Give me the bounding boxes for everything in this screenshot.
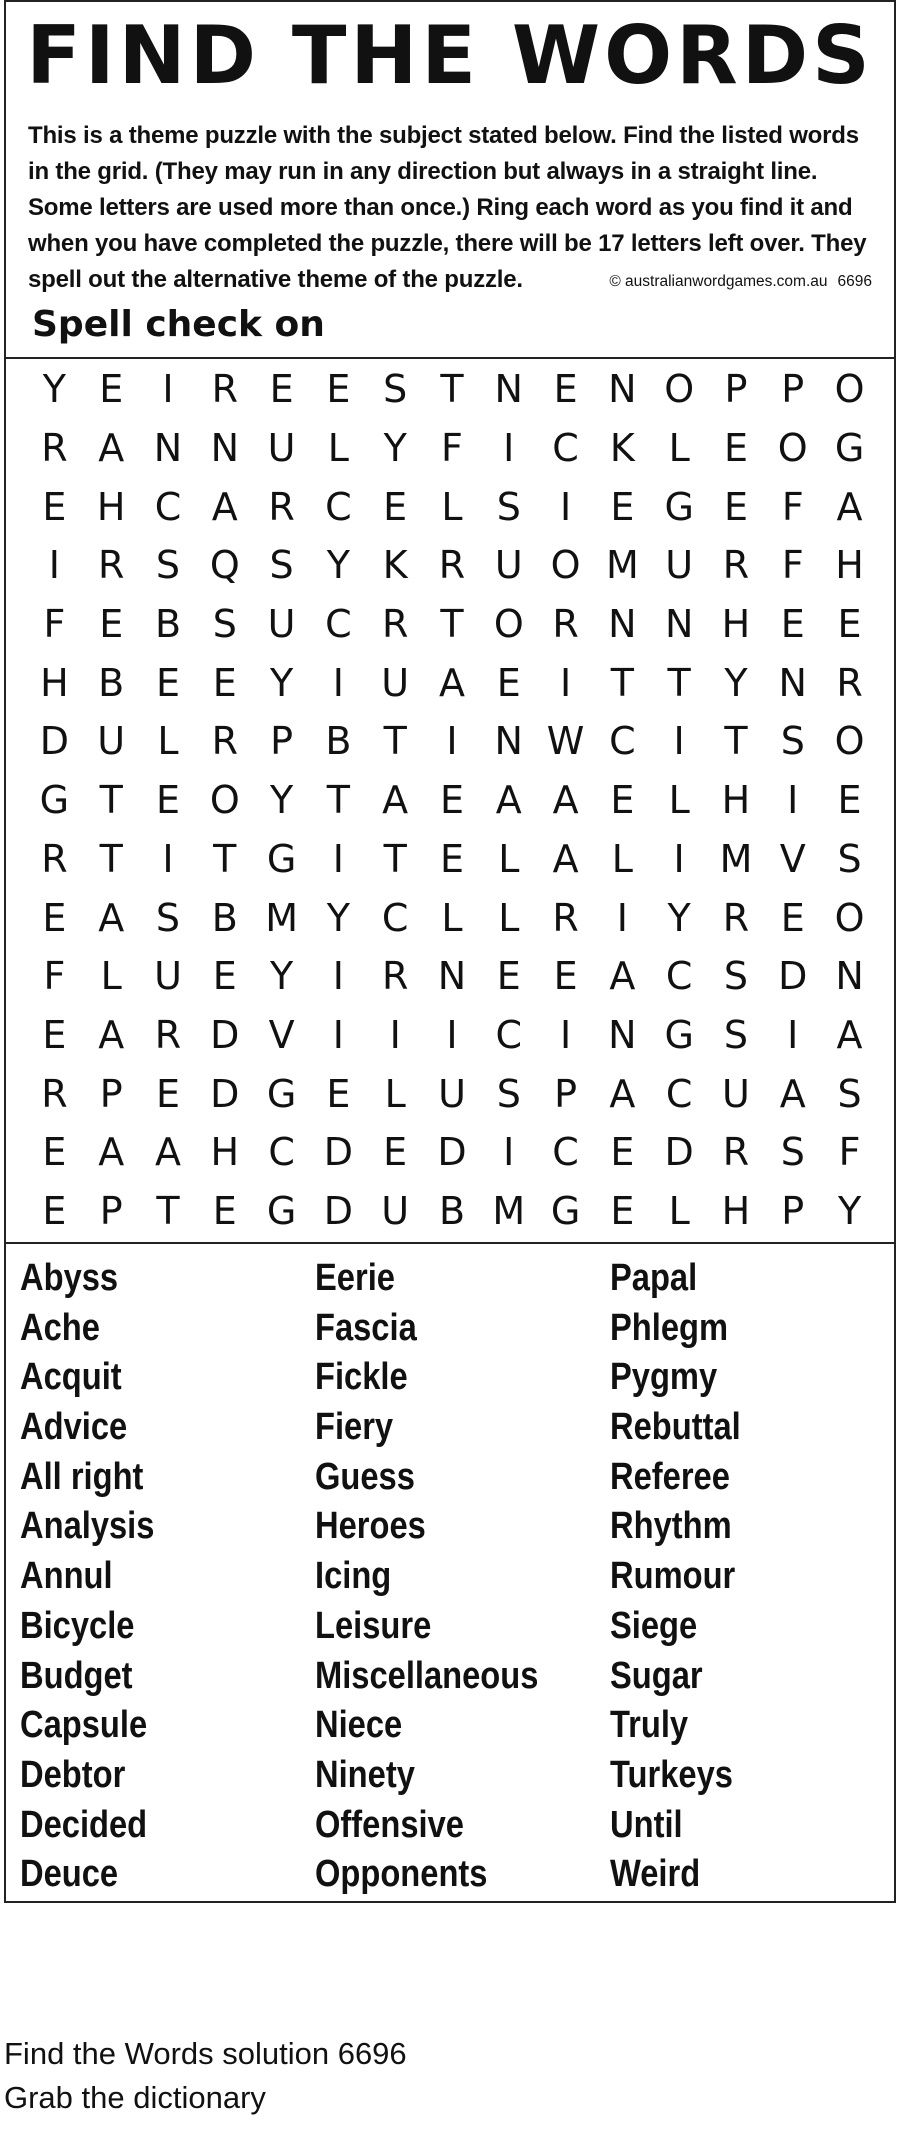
grid-cell[interactable]: S — [496, 484, 521, 529]
word-list-item: Guess — [315, 1455, 415, 1498]
word-list-item: Decided — [20, 1803, 148, 1846]
grid-cell[interactable]: S — [155, 895, 181, 940]
grid-cell[interactable]: N — [437, 954, 467, 999]
grid-cell[interactable]: E — [439, 836, 464, 881]
grid-cell[interactable]: I — [162, 836, 174, 881]
grid-cell[interactable]: P — [99, 1071, 123, 1116]
grid-cell[interactable]: N — [153, 426, 183, 471]
grid-row — [26, 653, 878, 712]
grid-cell[interactable]: G — [39, 778, 70, 823]
grid-cell[interactable]: R — [154, 1012, 182, 1057]
grid-cell[interactable]: R — [381, 602, 409, 647]
grid-cell[interactable]: U — [438, 1071, 466, 1116]
grid-cell[interactable]: B — [325, 719, 352, 764]
grid-cell[interactable]: E — [383, 484, 408, 529]
word-list-item: Icing — [315, 1555, 392, 1598]
grid-cell[interactable]: E — [42, 1188, 67, 1233]
grid-cell[interactable]: L — [441, 484, 463, 529]
grid-cell[interactable]: E — [155, 660, 180, 705]
grid-cell[interactable]: U — [665, 543, 694, 588]
grid-cell[interactable]: R — [722, 895, 750, 940]
grid-row — [26, 536, 878, 595]
grid-cell[interactable]: S — [780, 719, 805, 764]
grid-cell[interactable]: L — [611, 836, 633, 881]
word-list-item: Phlegm — [610, 1306, 729, 1349]
grid-cell[interactable]: F — [781, 484, 804, 529]
grid-cell[interactable]: B — [211, 895, 238, 940]
puzzle-title: FIND THE WORDS — [26, 9, 874, 102]
grid-cell[interactable]: R — [41, 836, 68, 881]
word-list-item: Siege — [610, 1604, 698, 1647]
grid-cell[interactable]: U — [97, 719, 126, 764]
grid-cell[interactable]: B — [154, 602, 182, 647]
grid-cell[interactable]: A — [438, 660, 465, 705]
grid-cell[interactable]: R — [438, 543, 466, 588]
word-list-item: Until — [610, 1803, 683, 1846]
grid-cell[interactable]: T — [440, 602, 464, 647]
grid-cell[interactable]: G — [664, 484, 694, 529]
grid-cell[interactable]: Y — [724, 660, 748, 705]
grid-cell[interactable]: L — [327, 426, 349, 471]
word-list-item: Miscellaneous — [315, 1654, 539, 1697]
grid-cell[interactable]: Y — [837, 1188, 862, 1233]
grid-cell[interactable]: H — [210, 1130, 240, 1175]
grid-row — [26, 830, 878, 889]
grid-cell[interactable]: V — [268, 1012, 295, 1057]
grid-cell[interactable]: N — [778, 660, 807, 705]
grid-cell[interactable]: A — [154, 1130, 181, 1175]
grid-cell[interactable]: T — [156, 1188, 180, 1233]
grid-cell[interactable]: N — [210, 426, 239, 471]
grid-cell[interactable]: E — [723, 426, 748, 471]
grid-cell[interactable]: D — [210, 1012, 240, 1057]
grid-cell[interactable]: E — [780, 895, 805, 940]
grid-cell[interactable]: T — [667, 660, 691, 705]
grid-cell[interactable]: C — [552, 1130, 579, 1175]
grid-cell[interactable]: C — [325, 484, 352, 529]
grid-cell[interactable]: C — [552, 426, 579, 471]
word-list-item: Ache — [20, 1306, 100, 1349]
word-list-item: Niece — [315, 1704, 403, 1747]
grid-cell[interactable]: T — [383, 719, 407, 764]
grid-cell[interactable]: I — [673, 836, 685, 881]
word-list-item: Acquit — [20, 1356, 122, 1399]
grid-cell[interactable]: P — [781, 367, 805, 412]
grid-cell[interactable]: E — [42, 1012, 67, 1057]
word-list-item: Referee — [610, 1455, 730, 1498]
grid-cell[interactable]: D — [664, 1130, 694, 1175]
grid-cell[interactable]: P — [270, 719, 294, 764]
grid-cell[interactable]: R — [836, 660, 863, 705]
grid-cell[interactable]: Y — [326, 543, 350, 588]
grid-cell[interactable]: A — [836, 1012, 863, 1057]
grid-cell[interactable]: G — [266, 836, 297, 881]
solution-heading: Find the Words solution 6696 — [4, 2036, 407, 2071]
grid-cell[interactable]: I — [559, 1012, 572, 1057]
word-list-item: Fiery — [315, 1406, 394, 1449]
grid-cell[interactable]: E — [212, 954, 237, 999]
grid-row — [26, 595, 878, 654]
grid-cell[interactable]: E — [553, 954, 578, 999]
grid-cell[interactable]: K — [382, 543, 408, 588]
grid-cell[interactable]: I — [446, 1012, 458, 1057]
grid-cell[interactable]: B — [98, 660, 125, 705]
grid-cell[interactable]: A — [98, 426, 125, 471]
grid-cell[interactable]: O — [550, 543, 581, 588]
grid-cell[interactable]: D — [210, 1071, 240, 1116]
grid-cell[interactable]: G — [834, 426, 865, 471]
grid-cell[interactable]: A — [552, 778, 579, 823]
grid-cell[interactable]: I — [616, 895, 628, 940]
puzzle-theme: Spell check on — [32, 304, 325, 345]
grid-cell[interactable]: L — [441, 895, 463, 940]
grid-cell[interactable]: S — [155, 543, 181, 588]
word-list-item: Heroes — [315, 1505, 426, 1548]
grid-cell[interactable]: E — [723, 484, 748, 529]
grid-cell[interactable]: E — [837, 602, 862, 647]
grid-cell[interactable]: U — [154, 954, 182, 999]
grid-row — [26, 1006, 878, 1065]
grid-cell[interactable]: I — [559, 660, 572, 705]
word-list-item: Fickle — [315, 1356, 408, 1399]
grid-cell[interactable]: S — [496, 1071, 521, 1116]
word-list-item: Eerie — [315, 1257, 395, 1299]
grid-cell[interactable]: E — [780, 602, 805, 647]
grid-row — [26, 477, 878, 536]
grid-cell[interactable]: R — [211, 719, 238, 764]
grid-cell[interactable]: R — [268, 484, 295, 529]
grid-cell[interactable]: S — [723, 954, 749, 999]
grid-cell[interactable]: U — [381, 1188, 410, 1233]
word-list-item: Budget — [20, 1654, 133, 1697]
grid-cell[interactable]: G — [664, 1012, 694, 1057]
word-list-item: Papal — [610, 1257, 698, 1299]
grid-cell[interactable]: Y — [269, 660, 294, 705]
grid-cell[interactable]: F — [838, 1130, 861, 1175]
grid-cell[interactable]: W — [546, 719, 585, 764]
grid-cell[interactable]: M — [605, 543, 639, 588]
grid-cell[interactable]: D — [323, 1130, 354, 1175]
grid-cell[interactable]: A — [609, 1071, 636, 1116]
grid-cell[interactable]: I — [787, 778, 799, 823]
grid-cell[interactable]: I — [48, 543, 60, 588]
solution-block — [4, 2032, 407, 2120]
credit-source: © australianwordgames.com.au — [609, 273, 828, 290]
grid-cell[interactable]: O — [777, 426, 808, 471]
grid-cell[interactable]: T — [326, 778, 350, 823]
grid-cell[interactable]: E — [42, 1130, 67, 1175]
grid-cell[interactable]: N — [494, 719, 523, 764]
grid-cell[interactable]: K — [609, 426, 635, 471]
grid-cell[interactable]: T — [724, 719, 748, 764]
grid-cell[interactable]: I — [503, 1130, 515, 1175]
grid-cell[interactable]: O — [209, 778, 240, 823]
grid-cell[interactable]: I — [559, 484, 572, 529]
grid-cell[interactable]: P — [99, 1188, 123, 1233]
grid-cell[interactable]: V — [779, 836, 806, 881]
grid-cell[interactable]: T — [99, 778, 123, 823]
grid-cell[interactable]: P — [554, 1071, 578, 1116]
grid-cell[interactable]: Q — [209, 543, 240, 588]
word-list-item: Pygmy — [610, 1356, 718, 1399]
grid-cell[interactable]: N — [608, 602, 637, 647]
grid-cell[interactable]: N — [608, 1012, 637, 1057]
grid-cell[interactable]: E — [496, 954, 521, 999]
grid-cell[interactable]: E — [610, 778, 635, 823]
grid-cell[interactable]: A — [98, 895, 125, 940]
word-list-item: Turkeys — [610, 1753, 733, 1796]
grid-cell[interactable]: N — [608, 367, 637, 412]
word-list-item: Rumour — [610, 1555, 736, 1598]
grid-row — [26, 1182, 878, 1241]
grid-cell[interactable]: L — [384, 1071, 406, 1116]
grid-cell[interactable]: T — [213, 836, 237, 881]
grid-cell[interactable]: R — [381, 954, 409, 999]
word-list-item: Rebuttal — [610, 1406, 741, 1449]
grid-cell[interactable]: I — [332, 660, 344, 705]
grid-cell[interactable]: C — [154, 484, 182, 529]
grid-cell[interactable]: Y — [269, 954, 294, 999]
grid-cell[interactable]: H — [721, 1188, 751, 1233]
grid-cell[interactable]: R — [552, 895, 579, 940]
grid-row — [26, 712, 878, 771]
grid-cell[interactable]: E — [383, 1130, 408, 1175]
grid-row — [26, 947, 878, 1006]
grid-cell[interactable]: E — [496, 660, 521, 705]
grid-cell[interactable]: F — [43, 954, 66, 999]
grid-cell[interactable]: T — [383, 836, 407, 881]
grid-cell[interactable]: F — [781, 543, 804, 588]
puzzle-panel — [4, 0, 896, 1903]
word-list-item: Sugar — [610, 1654, 703, 1697]
grid-cell[interactable]: G — [266, 1188, 297, 1233]
grid-cell[interactable]: T — [99, 836, 123, 881]
grid-cell[interactable]: O — [664, 367, 695, 412]
grid-cell[interactable]: A — [836, 484, 863, 529]
grid-cell[interactable]: S — [780, 1130, 805, 1175]
grid-cell[interactable]: M — [265, 895, 298, 940]
grid-cell[interactable]: A — [211, 484, 238, 529]
grid-cell[interactable]: I — [332, 1012, 344, 1057]
grid-cell[interactable]: S — [837, 836, 862, 881]
word-list-item: Fascia — [315, 1306, 417, 1349]
grid-cell[interactable]: B — [438, 1188, 466, 1233]
word-list-item: Weird — [610, 1853, 701, 1896]
word-list — [6, 1242, 894, 1901]
word-list-item: Capsule — [20, 1704, 148, 1747]
puzzle-instructions: This is a theme puzzle with the subject stated below. Find the listed words in the grid. (They may run in any direction but always in a straight line. Some letters are used more than once.) Ring each word as you find it and when you have completed the puzzle, there will be 17 letters left over. They spell out the alternative theme of the puzzle. — [28, 122, 867, 293]
grid-cell[interactable]: I — [446, 719, 458, 764]
grid-cell[interactable]: A — [98, 1130, 125, 1175]
grid-cell[interactable]: S — [837, 1071, 862, 1116]
grid-row — [26, 419, 878, 478]
grid-cell[interactable]: P — [724, 367, 748, 412]
grid-cell[interactable]: E — [155, 1071, 180, 1116]
grid-row — [26, 360, 878, 419]
grid-cell[interactable]: E — [553, 367, 578, 412]
grid-cell[interactable]: E — [269, 367, 294, 412]
grid-cell[interactable]: E — [42, 484, 67, 529]
grid-cell[interactable]: R — [41, 426, 68, 471]
grid-cell[interactable]: E — [439, 778, 464, 823]
grid-cell[interactable]: E — [99, 367, 124, 412]
puzzle-header — [6, 2, 894, 359]
grid-cell[interactable]: L — [668, 426, 690, 471]
grid-cell[interactable]: H — [721, 602, 751, 647]
grid-cell[interactable]: C — [665, 1071, 693, 1116]
grid-cell[interactable]: M — [492, 1188, 526, 1233]
grid-cell[interactable]: A — [779, 1071, 806, 1116]
grid-cell[interactable]: S — [212, 602, 237, 647]
grid-cell[interactable]: I — [787, 1012, 799, 1057]
grid-cell[interactable]: F — [43, 602, 66, 647]
grid-cell[interactable]: O — [834, 719, 865, 764]
grid-cell[interactable]: D — [39, 719, 70, 764]
grid-cell[interactable]: L — [498, 836, 520, 881]
grid-cell[interactable]: S — [383, 367, 408, 412]
grid-cell[interactable]: G — [266, 1071, 297, 1116]
grid-cell[interactable]: E — [837, 778, 862, 823]
grid-cell[interactable]: H — [40, 660, 69, 705]
grid-cell[interactable]: O — [834, 367, 865, 412]
grid-cell[interactable]: U — [722, 1071, 750, 1116]
grid-cell[interactable]: R — [722, 1130, 750, 1175]
grid-cell[interactable]: L — [498, 895, 520, 940]
grid-cell[interactable]: D — [437, 1130, 467, 1175]
grid-cell[interactable]: S — [269, 543, 294, 588]
word-list-item: Annul — [20, 1555, 113, 1598]
word-column-2 — [315, 1254, 605, 1900]
grid-cell[interactable]: N — [835, 954, 864, 999]
grid-cell[interactable]: U — [267, 426, 296, 471]
grid-cell[interactable]: Y — [42, 367, 66, 412]
grid-cell[interactable]: D — [323, 1188, 354, 1233]
grid-cell[interactable]: R — [41, 1071, 68, 1116]
grid-cell[interactable]: A — [495, 778, 522, 823]
grid-cell[interactable]: Y — [667, 895, 691, 940]
grid-cell[interactable]: Y — [269, 778, 294, 823]
grid-cell[interactable]: E — [610, 484, 635, 529]
grid-cell[interactable]: R — [552, 602, 579, 647]
word-list-item: Ninety — [315, 1753, 415, 1796]
word-list-item: Deuce — [20, 1853, 119, 1896]
grid-cell[interactable]: L — [100, 954, 122, 999]
word-list-item: Bicycle — [20, 1604, 135, 1647]
grid-cell[interactable]: C — [381, 895, 409, 940]
grid-cell[interactable]: R — [211, 367, 238, 412]
word-list-item: Leisure — [315, 1604, 432, 1647]
grid-cell[interactable]: N — [664, 602, 694, 647]
word-list-item: Opponents — [315, 1853, 488, 1896]
grid-cell[interactable]: I — [503, 426, 515, 471]
grid-cell[interactable]: E — [155, 778, 180, 823]
grid-cell[interactable]: H — [721, 778, 751, 823]
grid-cell[interactable]: E — [212, 660, 237, 705]
word-list-item: Rhythm — [610, 1505, 732, 1548]
grid-cell[interactable]: G — [550, 1188, 581, 1233]
grid-row — [26, 771, 878, 830]
word-list-item: Analysis — [20, 1505, 155, 1548]
word-list-item: Advice — [20, 1406, 128, 1449]
word-list-item: Offensive — [315, 1803, 464, 1846]
grid-cell[interactable]: Y — [383, 426, 407, 471]
grid-cell[interactable]: C — [665, 954, 693, 999]
grid-cell[interactable]: H — [835, 543, 864, 588]
grid-cell[interactable]: L — [668, 1188, 690, 1233]
grid-cell[interactable]: D — [778, 954, 808, 999]
grid-cell[interactable]: H — [96, 484, 126, 529]
word-column-1 — [20, 1254, 310, 1900]
grid-cell[interactable]: P — [781, 1188, 805, 1233]
grid-cell[interactable]: E — [326, 367, 351, 412]
word-list-item: All right — [20, 1455, 144, 1498]
grid-cell[interactable]: L — [157, 719, 179, 764]
grid-cell[interactable]: C — [325, 602, 352, 647]
grid-row — [26, 1123, 878, 1182]
grid-cell[interactable]: A — [609, 954, 636, 999]
grid-cell[interactable]: R — [97, 543, 125, 588]
grid-cell[interactable]: A — [382, 778, 409, 823]
grid-cell[interactable]: O — [493, 602, 524, 647]
grid-cell[interactable]: C — [495, 1012, 523, 1057]
grid-cell[interactable]: O — [834, 895, 865, 940]
word-list-item: Abyss — [20, 1257, 119, 1299]
grid-cell[interactable]: I — [673, 719, 685, 764]
grid-row — [26, 1064, 878, 1123]
grid-cell[interactable]: T — [440, 367, 464, 412]
grid-cell[interactable]: E — [610, 1130, 635, 1175]
grid-cell[interactable]: U — [267, 602, 296, 647]
word-column-3 — [610, 1254, 900, 1900]
grid-row — [26, 888, 878, 947]
grid-cell[interactable]: E — [326, 1071, 351, 1116]
grid-cell[interactable]: I — [332, 836, 344, 881]
grid-cell[interactable]: E — [99, 602, 124, 647]
credit-line — [599, 273, 872, 291]
word-list-item: Truly — [610, 1704, 689, 1747]
solution-answer: Grab the dictionary — [4, 2080, 266, 2115]
grid-cell[interactable]: E — [610, 1188, 635, 1233]
grid-cell[interactable]: T — [610, 660, 634, 705]
grid-cell[interactable]: U — [494, 543, 523, 588]
word-list-item: Debtor — [20, 1753, 126, 1796]
grid-cell[interactable]: N — [494, 367, 523, 412]
grid-cell[interactable]: Y — [326, 895, 350, 940]
grid-cell[interactable]: L — [668, 778, 690, 823]
grid-cell[interactable]: C — [268, 1130, 295, 1175]
grid-cell[interactable]: U — [381, 660, 410, 705]
grid-cell[interactable]: I — [389, 1012, 401, 1057]
grid-cell[interactable]: S — [723, 1012, 749, 1057]
grid-cell[interactable]: I — [162, 367, 174, 412]
grid-cell[interactable]: A — [552, 836, 579, 881]
grid-cell[interactable]: I — [332, 954, 344, 999]
grid-cell[interactable]: F — [441, 426, 463, 471]
grid-cell[interactable]: R — [722, 543, 750, 588]
grid-cell[interactable]: C — [609, 719, 636, 764]
grid-cell[interactable]: E — [42, 895, 67, 940]
grid-cell[interactable]: E — [212, 1188, 237, 1233]
letter-grid — [26, 360, 878, 1241]
grid-cell[interactable]: A — [98, 1012, 125, 1057]
puzzle-number: 6696 — [837, 273, 872, 290]
grid-cell[interactable]: M — [719, 836, 753, 881]
